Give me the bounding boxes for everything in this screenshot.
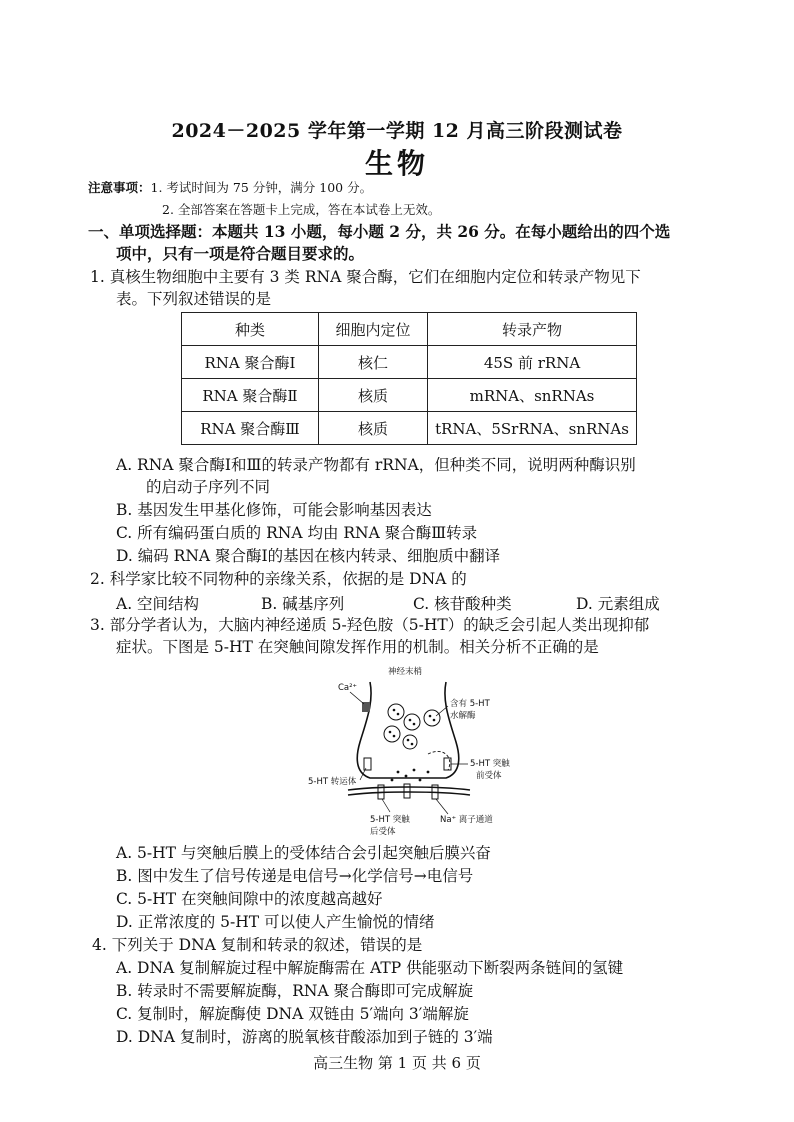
q1-option-a-line-2: 的启动子序列不同 <box>146 478 271 496</box>
section-1-heading-line-2: 项中，只有一项是符合题目要求的。 <box>116 244 365 263</box>
q2-option-a: A. 空间结构 <box>116 595 200 613</box>
label-pre-receptor-1: 5-HT 突触 <box>470 759 510 769</box>
released-5ht <box>391 769 430 782</box>
table-cell: 45S 前 rRNA <box>428 346 637 379</box>
label-post-receptor-1: 5-HT 突触 <box>370 815 410 825</box>
table-row <box>182 379 637 412</box>
q1-option-c: C. 所有编码蛋白质的 RNA 均由 RNA 聚合酶Ⅲ转录 <box>116 524 478 542</box>
rna-polymerase-table <box>181 312 637 445</box>
table-header-row <box>182 313 637 346</box>
label-na-channel: Na⁺ 离子通道 <box>440 815 493 825</box>
table-cell: RNA 聚合酶Ⅰ <box>182 346 319 379</box>
synapse-diagram <box>308 662 518 842</box>
label-hydrolase-1: 含有 5-HT <box>450 699 490 709</box>
q4-option-a: A. DNA 复制解旋过程中解旋酶需在 ATP 供能驱动下断裂两条链间的氢键 <box>116 959 624 977</box>
exam-title: 2024－2025 学年第一学期 12 月高三阶段测试卷 <box>171 120 623 142</box>
q1-stem-line-2: 表。下列叙述错误的是 <box>116 290 272 308</box>
table-cell: tRNA、5SrRNA、snRNAs <box>428 412 637 445</box>
notes-line-1 <box>88 178 372 198</box>
label-transporter: 5-HT 转运体 <box>308 777 357 787</box>
label-pre-receptor-2: 前受体 <box>476 771 502 781</box>
q4-option-c: C. 复制时，解旋酶使 DNA 双链由 5′端向 3′端解旋 <box>116 1005 469 1023</box>
table-header-cell: 细胞内定位 <box>319 313 428 346</box>
table-cell: RNA 聚合酶Ⅱ <box>182 379 319 412</box>
q4-stem: 4. 下列关于 DNA 复制和转录的叙述，错误的是 <box>92 936 423 954</box>
table-header-cell: 种类 <box>182 313 319 346</box>
q2-option-c: C. 核苷酸种类 <box>413 595 512 613</box>
q4-option-d: D. DNA 复制时，游离的脱氧核苷酸添加到子链的 3′端 <box>116 1028 493 1046</box>
table-cell: RNA 聚合酶Ⅲ <box>182 412 319 445</box>
q2-option-b: B. 碱基序列 <box>261 595 345 613</box>
q3-stem-line-2: 症状。下图是 5-HT 在突触间隙发挥作用的机制。相关分析不正确的是 <box>116 638 599 656</box>
q3-option-a: A. 5-HT 与突触后膜上的受体结合会引起突触后膜兴奋 <box>116 844 491 862</box>
note-1: 1. 考试时间为 75 分钟，满分 100 分。 <box>150 180 373 195</box>
q1-option-a-line-1: A. RNA 聚合酶Ⅰ和Ⅲ的转录产物都有 rRNA，但种类不同，说明两种酶识别 <box>116 456 636 474</box>
label-hydrolase-2: 水解酶 <box>450 711 476 721</box>
q3-stem-line-1: 3. 部分学者认为，大脑内神经递质 5-羟色胺（5-HT）的缺乏会引起人类出现抑郁 <box>90 616 650 634</box>
q2-stem: 2. 科学家比较不同物种的亲缘关系，依据的是 DNA 的 <box>90 570 467 588</box>
q3-option-b: B. 图中发生了信号传递是电信号→化学信号→电信号 <box>116 867 474 885</box>
label-ca: Ca²⁺ <box>338 683 358 693</box>
postsynaptic-receptor <box>404 784 410 798</box>
table-cell: mRNA、snRNAs <box>428 379 637 412</box>
table-row <box>182 412 637 445</box>
table-cell: 核质 <box>319 379 428 412</box>
5ht-transporter <box>364 758 371 770</box>
presynaptic-receptor <box>444 758 451 770</box>
label-nerve-ending: 神经末梢 <box>388 667 423 677</box>
q3-option-d: D. 正常浓度的 5-HT 可以使人产生愉悦的情绪 <box>116 913 435 931</box>
subject-title: 生物 <box>364 147 429 180</box>
q1-option-d: D. 编码 RNA 聚合酶Ⅰ的基因在核内转录、细胞质中翻译 <box>116 547 501 565</box>
table-cell: 核仁 <box>319 346 428 379</box>
q1-option-b: B. 基因发生甲基化修饰，可能会影响基因表达 <box>116 501 432 519</box>
label-post-receptor-2: 后受体 <box>370 827 396 837</box>
q4-option-b: B. 转录时不需要解旋酶，RNA 聚合酶即可完成解旋 <box>116 982 474 1000</box>
vesicles <box>384 704 440 749</box>
section-1-heading-line-1: 一、单项选择题：本题共 13 小题，每小题 2 分，共 26 分。在每小题给出的四个选 <box>88 222 671 241</box>
postsynaptic-membrane <box>348 787 470 790</box>
table-row <box>182 346 637 379</box>
table-cell: 核质 <box>319 412 428 445</box>
q2-option-d: D. 元素组成 <box>576 595 660 613</box>
q1-stem-line-1: 1. 真核生物细胞中主要有 3 类 RNA 聚合酶，它们在细胞内定位和转录产物见下 <box>90 268 641 286</box>
q3-option-c: C. 5-HT 在突触间隙中的浓度越高越好 <box>116 890 383 908</box>
notes-label: 注意事项： <box>88 180 151 195</box>
note-2: 2. 全部答案在答题卡上完成，答在本试卷上无效。 <box>162 202 441 217</box>
table-header-cell: 转录产物 <box>428 313 637 346</box>
page-footer: 高三生物 第 1 页 共 6 页 <box>313 1054 481 1072</box>
